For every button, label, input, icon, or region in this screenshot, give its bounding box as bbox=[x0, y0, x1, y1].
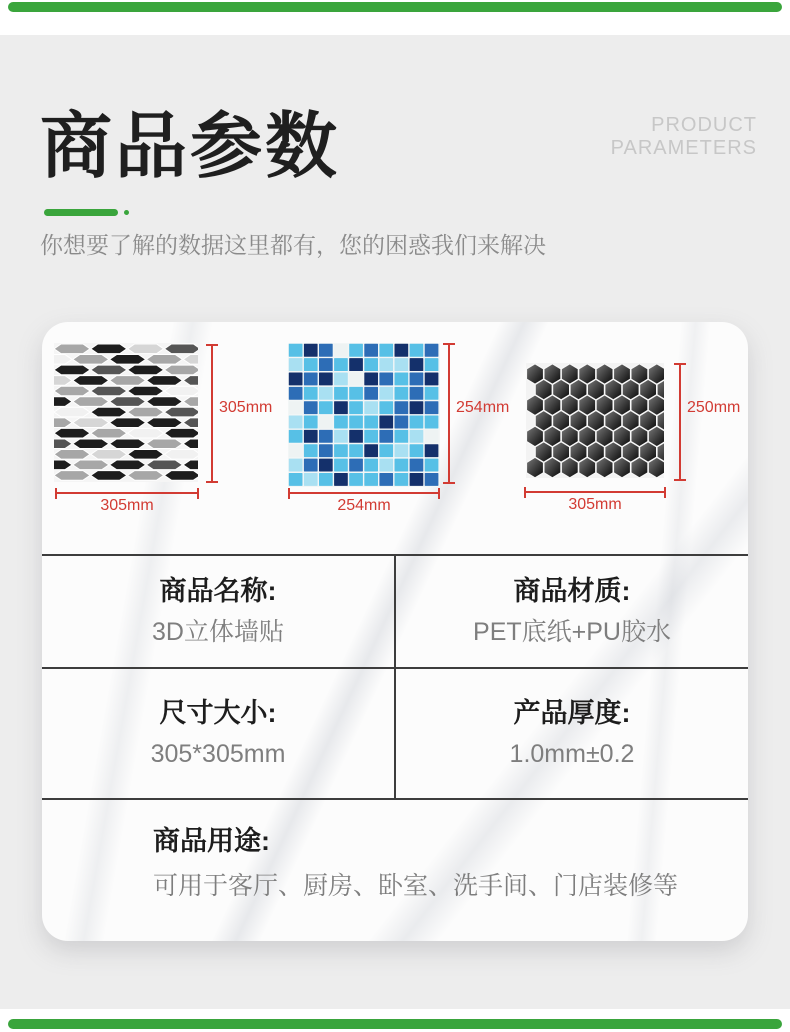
spec-label: 商品名称: bbox=[159, 575, 277, 606]
spec-value: 1.0mm±0.2 bbox=[509, 740, 635, 769]
spec-value: PET底纸+PU胶水 bbox=[473, 618, 671, 647]
picket-mosaic-image bbox=[54, 343, 198, 482]
height-dimension-label-1: 305mm bbox=[219, 399, 273, 416]
title-underline bbox=[44, 209, 118, 216]
width-dimension-label-1: 305mm bbox=[100, 497, 154, 514]
height-dimension-label-3: 250mm bbox=[687, 399, 741, 416]
width-dimension-line-3 bbox=[524, 491, 666, 493]
blue-square-mosaic-image bbox=[288, 343, 440, 487]
height-dimension-label-2: 254mm bbox=[456, 399, 510, 416]
page-title-english bbox=[611, 114, 757, 160]
spec-card bbox=[42, 322, 748, 941]
bottom-divider-bar bbox=[8, 1019, 782, 1029]
spec-label: 商品用途: bbox=[153, 826, 270, 856]
width-dimension-label-2: 254mm bbox=[337, 497, 391, 514]
spec-cell-size bbox=[42, 669, 394, 798]
spec-label: 产品厚度: bbox=[513, 697, 631, 728]
page-title-english-line2: PARAMETERS bbox=[610, 137, 757, 159]
height-dimension-line-2 bbox=[448, 343, 450, 484]
width-dimension-line-2 bbox=[288, 492, 440, 494]
width-dimension-label-3: 305mm bbox=[568, 496, 622, 513]
spec-label: 尺寸大小: bbox=[159, 697, 277, 728]
spec-label: 商品材质: bbox=[513, 575, 631, 606]
spec-value: 3D立体墙贴 bbox=[152, 618, 284, 647]
spec-cell-thickness bbox=[396, 669, 748, 798]
top-divider-bar bbox=[8, 2, 782, 12]
height-dimension-line-1 bbox=[211, 344, 213, 483]
spec-value: 305*305mm bbox=[150, 740, 286, 769]
page-title-english-line1: PRODUCT bbox=[651, 114, 757, 136]
spec-cell-usage bbox=[42, 800, 748, 941]
title-underline-dot bbox=[124, 210, 129, 215]
width-dimension-line-1 bbox=[55, 492, 199, 494]
spec-value: 可用于客厅、厨房、卧室、洗手间、门店装修等 bbox=[153, 871, 679, 900]
spec-cell-product-name bbox=[42, 556, 394, 667]
height-dimension-line-3 bbox=[679, 363, 681, 481]
page-title: 商品参数 bbox=[40, 107, 341, 187]
spec-cell-material bbox=[396, 556, 748, 667]
page-subtitle: 你想要了解的数据这里都有，您的困惑我们来解决 bbox=[40, 232, 546, 258]
black-hex-mosaic-image bbox=[526, 363, 664, 478]
